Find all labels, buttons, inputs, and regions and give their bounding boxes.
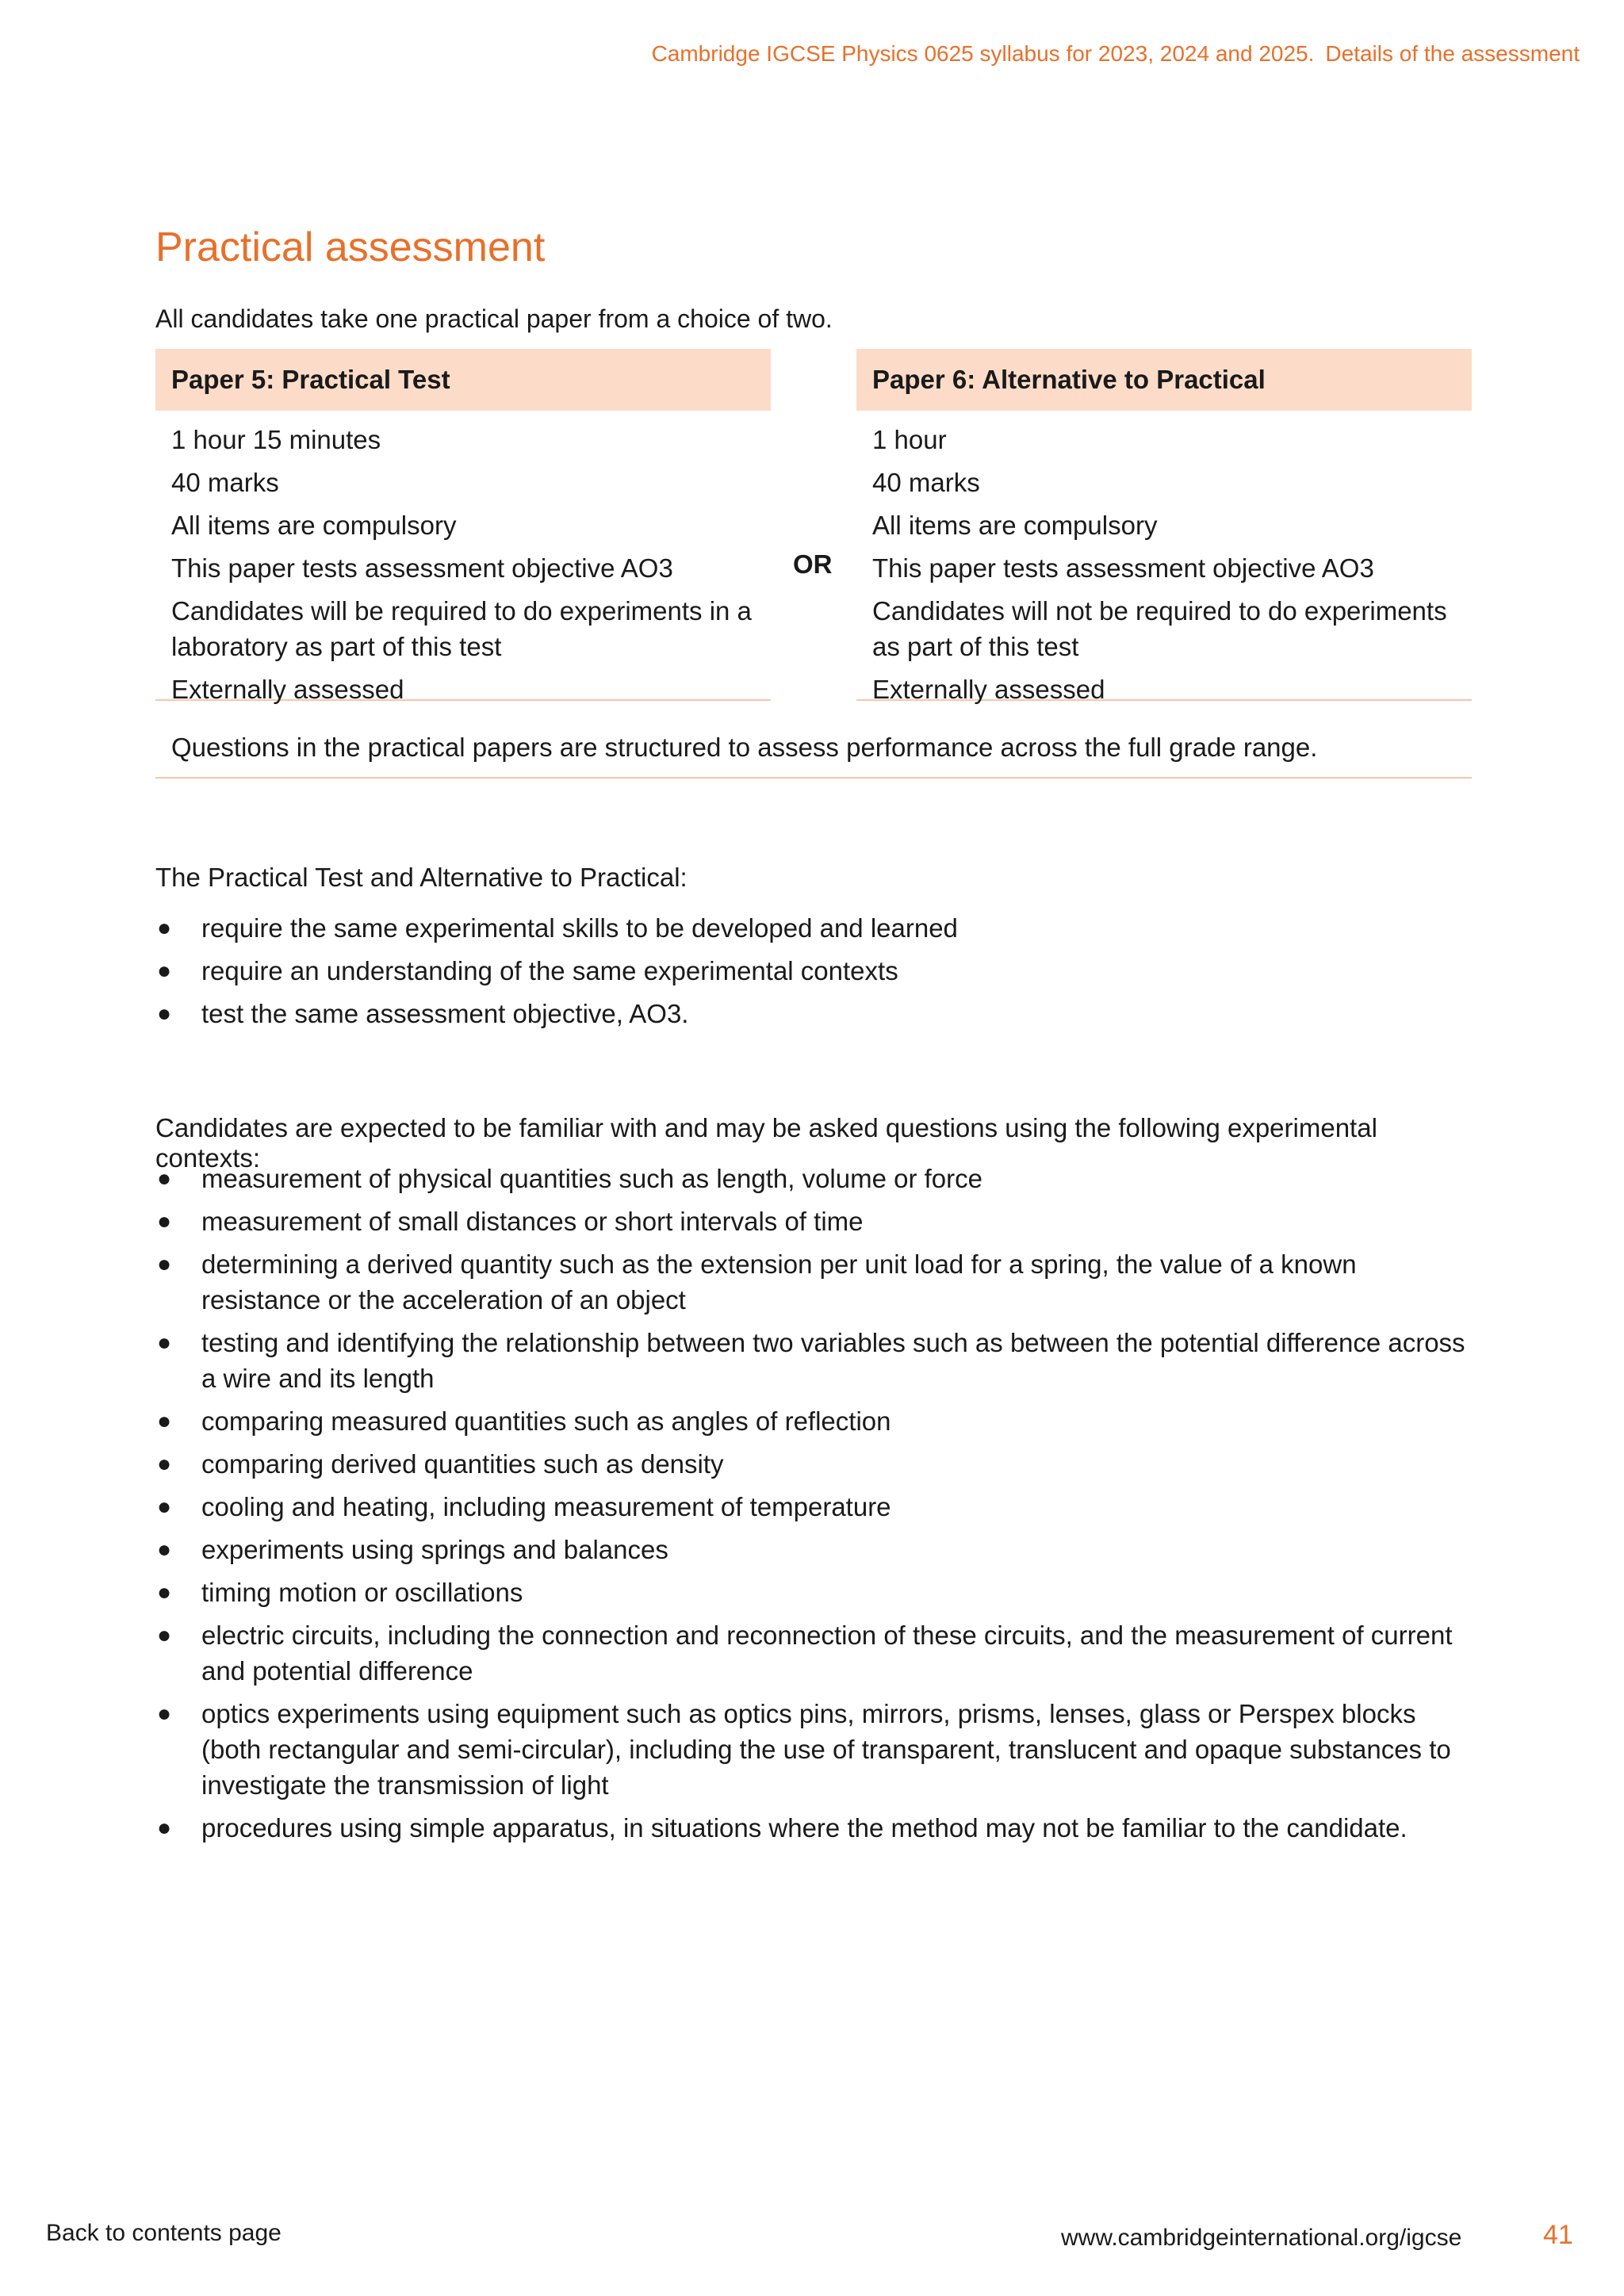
comparison-lead: The Practical Test and Alternative to Practical: bbox=[155, 863, 688, 892]
page-number: 41 bbox=[1543, 2220, 1573, 2250]
paper-5-item: 40 marks bbox=[171, 468, 279, 497]
comparison-list bbox=[155, 910, 1472, 1039]
list-item: ● cooling and heating, including measurement of temperature bbox=[155, 1489, 1472, 1525]
page-title: Practical assessment bbox=[155, 224, 546, 270]
header-section: Details of the assessment bbox=[1325, 41, 1580, 66]
list-item: ● procedures using simple apparatus, in situations where the method may not be familiar to the candidate. bbox=[155, 1810, 1472, 1846]
bullet-icon: ● bbox=[157, 1408, 172, 1434]
paper-6-item: All items are compulsory bbox=[872, 511, 1158, 540]
bullet-icon: ● bbox=[157, 1701, 172, 1727]
header-syllabus: Cambridge IGCSE Physics 0625 syllabus for 2023, 2024 and 2025. bbox=[651, 41, 1315, 66]
paper-6-item: Candidates will not be required to do experiments as part of this test bbox=[872, 596, 1447, 661]
bullet-icon: ● bbox=[157, 958, 172, 984]
contexts-lead: Candidates are expected to be familiar with and may be asked questions using the following experimental contexts: bbox=[155, 1113, 1377, 1173]
paper-5-item: Externally assessed bbox=[171, 675, 404, 704]
list-item: ● experiments using springs and balances bbox=[155, 1532, 1472, 1567]
bullet-icon: ● bbox=[157, 1165, 172, 1192]
list-item: ● determining a derived quantity such as the extension per unit load for a spring, the value of a known resistance or the acceleration of an object bbox=[155, 1246, 1472, 1318]
table-note: Questions in the practical papers are structured to assess performance across the full grade range. bbox=[155, 721, 1472, 779]
paper-6-title: Paper 6: Alternative to Practical bbox=[856, 349, 1472, 411]
paper-6-item: 1 hour bbox=[872, 425, 947, 454]
bullet-icon: ● bbox=[157, 1330, 172, 1356]
website-link[interactable]: www.cambridgeinternational.org/igcse bbox=[1061, 2225, 1462, 2251]
paper-5-item: All items are compulsory bbox=[171, 511, 457, 540]
bullet-icon: ● bbox=[157, 1622, 172, 1648]
bullet-icon: ● bbox=[157, 1451, 172, 1477]
paper-5-item: Candidates will be required to do experiments in a laboratory as part of this test bbox=[171, 596, 752, 661]
paper-6-details bbox=[856, 411, 1472, 704]
list-item: ● require the same experimental skills to be developed and learned bbox=[155, 910, 1472, 946]
bullet-icon: ● bbox=[157, 1494, 172, 1520]
or-label: OR bbox=[793, 549, 833, 579]
paper-5-item: 1 hour 15 minutes bbox=[171, 425, 381, 454]
list-item: ● comparing measured quantities such as angles of reflection bbox=[155, 1403, 1472, 1439]
list-item: ● measurement of small distances or short intervals of time bbox=[155, 1203, 1472, 1239]
back-to-contents-link[interactable]: Back to contents page bbox=[46, 2220, 282, 2246]
bullet-icon: ● bbox=[157, 1579, 172, 1605]
paper-5-item: This paper tests assessment objective AO3 bbox=[171, 553, 673, 583]
contexts-list bbox=[155, 1161, 1472, 1853]
list-item: ● timing motion or oscillations bbox=[155, 1575, 1472, 1610]
paper-6-column bbox=[856, 349, 1472, 704]
bullet-icon: ● bbox=[157, 1536, 172, 1563]
bullet-icon: ● bbox=[157, 1815, 172, 1841]
paper-6-item: 40 marks bbox=[872, 468, 980, 497]
bullet-icon: ● bbox=[157, 1001, 172, 1027]
list-item: ● test the same assessment objective, AO3. bbox=[155, 996, 1472, 1031]
bullet-icon: ● bbox=[157, 1251, 172, 1277]
list-item: ● require an understanding of the same experimental contexts bbox=[155, 953, 1472, 989]
paper-6-item: Externally assessed bbox=[872, 675, 1105, 704]
list-item: ● measurement of physical quantities such as length, volume or force bbox=[155, 1161, 1472, 1196]
paper-5-details bbox=[155, 411, 771, 704]
running-header bbox=[652, 41, 1580, 67]
bullet-icon: ● bbox=[157, 915, 172, 941]
intro-text: All candidates take one practical paper from a choice of two. bbox=[155, 304, 833, 333]
paper-5-column bbox=[155, 349, 771, 704]
paper-6-item: This paper tests assessment objective AO3 bbox=[872, 553, 1374, 583]
list-item: ● optics experiments using equipment such as optics pins, mirrors, prisms, lenses, glass or Perspex blocks (both rectangular and semi-circular), including the use of transparent, translucent and opaque substances to investigate the transmission of light bbox=[155, 1696, 1472, 1803]
list-item: ● testing and identifying the relationship between two variables such as between the potential difference across a wire and its length bbox=[155, 1325, 1472, 1396]
list-item: ● electric circuits, including the connection and reconnection of these circuits, and the measurement of current and potential difference bbox=[155, 1617, 1472, 1689]
bullet-icon: ● bbox=[157, 1208, 172, 1234]
list-item: ● comparing derived quantities such as density bbox=[155, 1446, 1472, 1482]
paper-5-title: Paper 5: Practical Test bbox=[155, 349, 771, 411]
